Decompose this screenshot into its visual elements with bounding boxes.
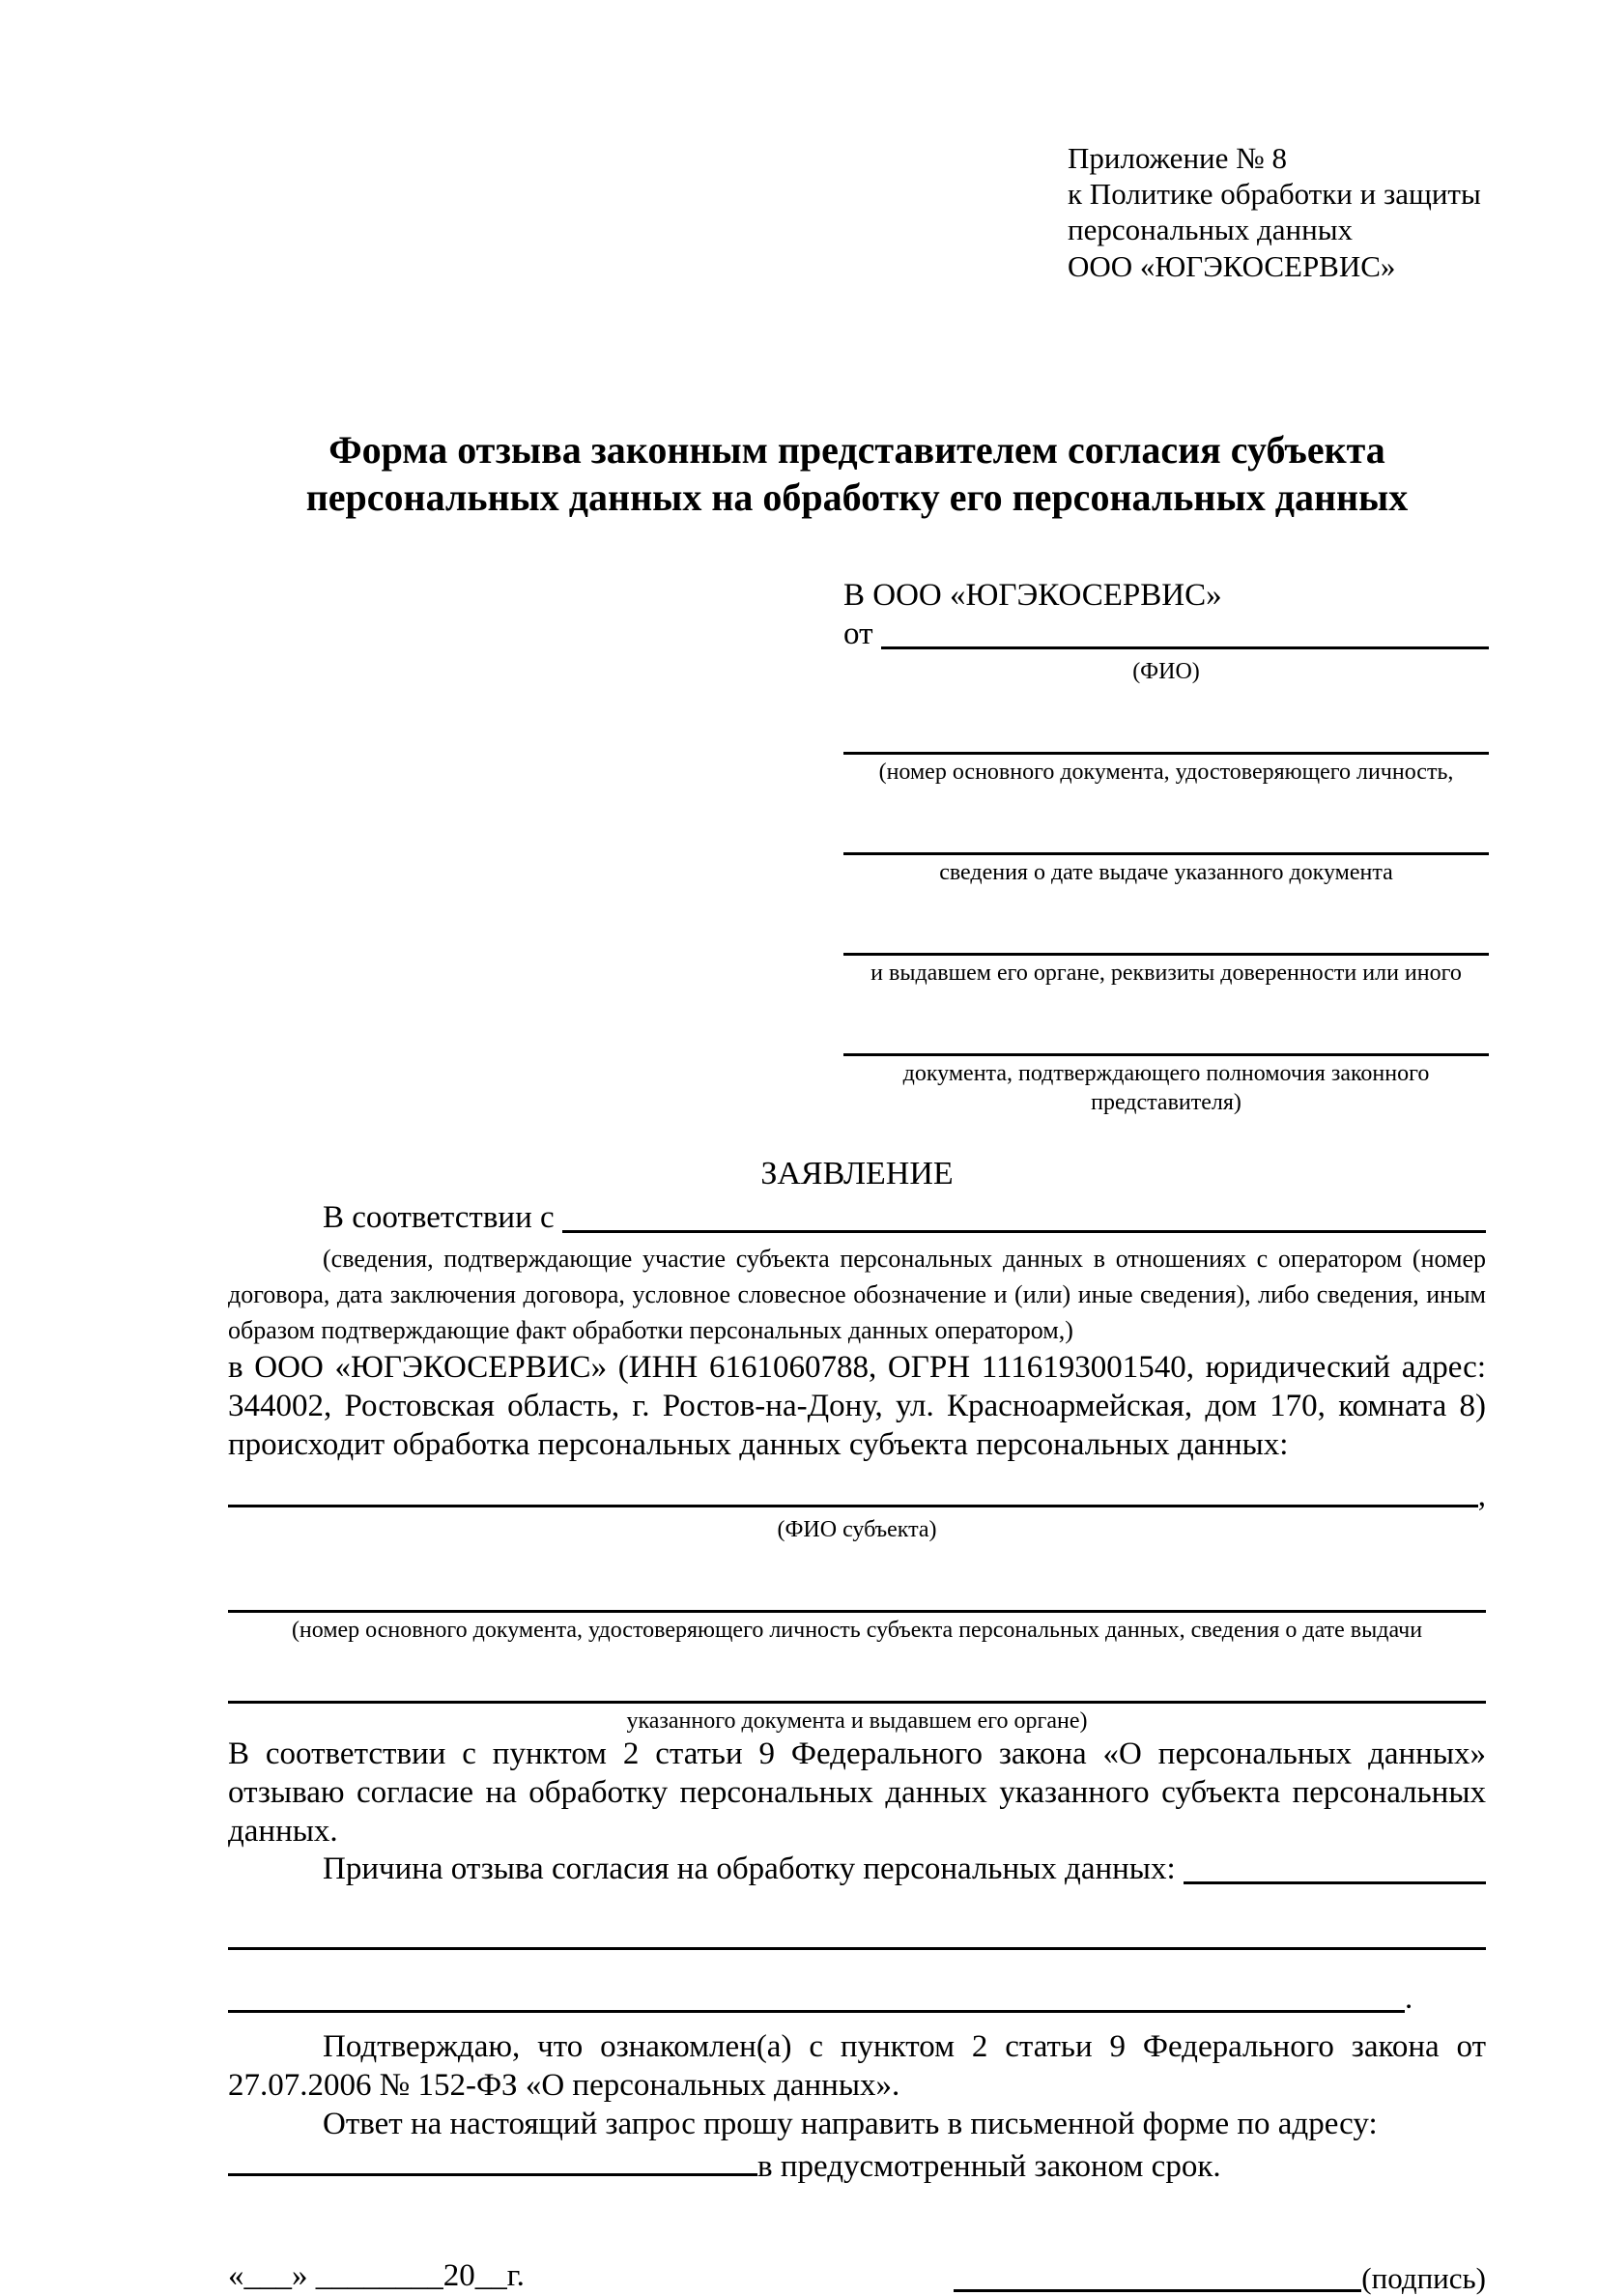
appendix-line: ООО «ЮГЭКОСЕРВИС» <box>1068 248 1396 283</box>
caption-subject-document-2: указанного документа и выдавшем его органе) <box>626 1708 1088 1734</box>
addressee-org: В ООО «ЮГЭКОСЕРВИС» <box>843 578 1222 614</box>
reply-tail-text: в предусмотренный законом срок. <box>757 2149 1221 2185</box>
reason-row <box>228 1851 1486 1889</box>
caption-subject-fio: (ФИО субъекта) <box>777 1516 937 1542</box>
caption-signature: (подпись) <box>1361 2260 1486 2295</box>
blank-line-document-number <box>843 711 1489 755</box>
blank-line-issuing-authority <box>843 912 1489 956</box>
reason-blank-line-3 <box>228 2010 1405 2013</box>
form-title-line: Форма отзыва законным представителем согласия субъекта <box>328 427 1385 472</box>
caption-subject-document-1: (номер основного документа, удостоверяющего личность субъекта персональных данных, сведения о дате выдачи <box>291 1617 1423 1643</box>
intro-footnote: (сведения, подтверждающие участие субъекта персональных данных в отношениях с оператором (номер договора, дата заключения договора, условное словесное обозначение и (или) иные сведения), либо сведения, иным образом подтверждающие факт обработки персональных данных оператором,) <box>228 1245 1486 1345</box>
reason-blank-line-2 <box>228 1907 1486 1950</box>
subject-fio-line-suffix: , <box>1477 1478 1486 1513</box>
form-title-line: персональных данных на обработку его персональных данных <box>305 474 1409 519</box>
statement-heading: ЗАЯВЛЕНИЕ <box>760 1156 954 1192</box>
intro-label: В соответствии с <box>323 1200 555 1236</box>
withdraw-paragraph: В соответствии с пунктом 2 статьи 9 Федерального закона «О персональных данных» отзываю согласие на обработку персональных данных указанного субъекта персональных данных. <box>228 1736 1486 1849</box>
reply-tail-row <box>228 2144 1486 2187</box>
from-blank-line <box>881 646 1490 649</box>
reason-blank-line <box>1184 1881 1486 1884</box>
signature-blank-line <box>954 2256 1361 2292</box>
confirm-paragraph: Подтверждаю, что ознакомлен(а) с пунктом 2 статьи 9 Федерального закона от 27.07.2006 № 152-ФЗ «О персональных данных». <box>228 2029 1486 2104</box>
addressee-block <box>843 577 1489 1117</box>
from-row <box>843 616 1489 654</box>
caption-fio: (ФИО) <box>1132 659 1200 685</box>
appendix-line: персональных данных <box>1068 213 1354 247</box>
footer-row <box>228 2256 1486 2296</box>
intro-row <box>228 1199 1486 1238</box>
signature-group <box>954 2256 1486 2296</box>
subject-fio-row <box>228 1480 1486 1512</box>
form-title <box>228 427 1486 522</box>
reason-row-3 <box>228 1983 1486 2015</box>
reason-line-suffix: . <box>1405 1981 1413 2017</box>
from-label: от <box>843 617 873 652</box>
caption-issuing-authority: и выдавшем его органе, реквизиты доверенности или иного <box>870 961 1462 987</box>
appendix-line: Приложение № 8 <box>1068 141 1287 175</box>
reason-label: Причина отзыва согласия на обработку персональных данных: <box>323 1851 1176 1887</box>
operator-paragraph: в ООО «ЮГЭКОСЕРВИС» (ИНН 6161060788, ОГРН 1116193001540, юридический адрес: 344002, Ростовская область, г. Ростов-на-Дону, ул. Красноармейская, дом 170, комната 8) происходит обработка персональных данных субъекта персональных данных: <box>228 1349 1486 1462</box>
subject-fio-blank-line <box>228 1505 1478 1507</box>
blank-line-issue-date <box>843 812 1489 855</box>
caption-document-number: (номер основного документа, удостоверяющего личность, <box>878 760 1454 786</box>
blank-line-power-of-attorney <box>843 1013 1489 1056</box>
subject-document-blank-line-2 <box>228 1662 1486 1704</box>
date-line: «___» ________20__г. <box>228 2258 525 2294</box>
caption-power-of-attorney: документа, подтверждающего полномочия законного представителя) <box>902 1061 1430 1116</box>
intro-blank-line <box>562 1230 1486 1233</box>
subject-document-blank-line <box>228 1571 1486 1613</box>
caption-issue-date: сведения о дате выдаче указанного документа <box>939 860 1393 886</box>
appendix-line: к Политике обработки и защиты <box>1068 177 1481 212</box>
reply-address-blank-line <box>228 2144 757 2176</box>
appendix-block <box>1068 140 1486 284</box>
reply-paragraph: Ответ на настоящий запрос прошу направить в письменной форме по адресу: <box>323 2107 1378 2142</box>
